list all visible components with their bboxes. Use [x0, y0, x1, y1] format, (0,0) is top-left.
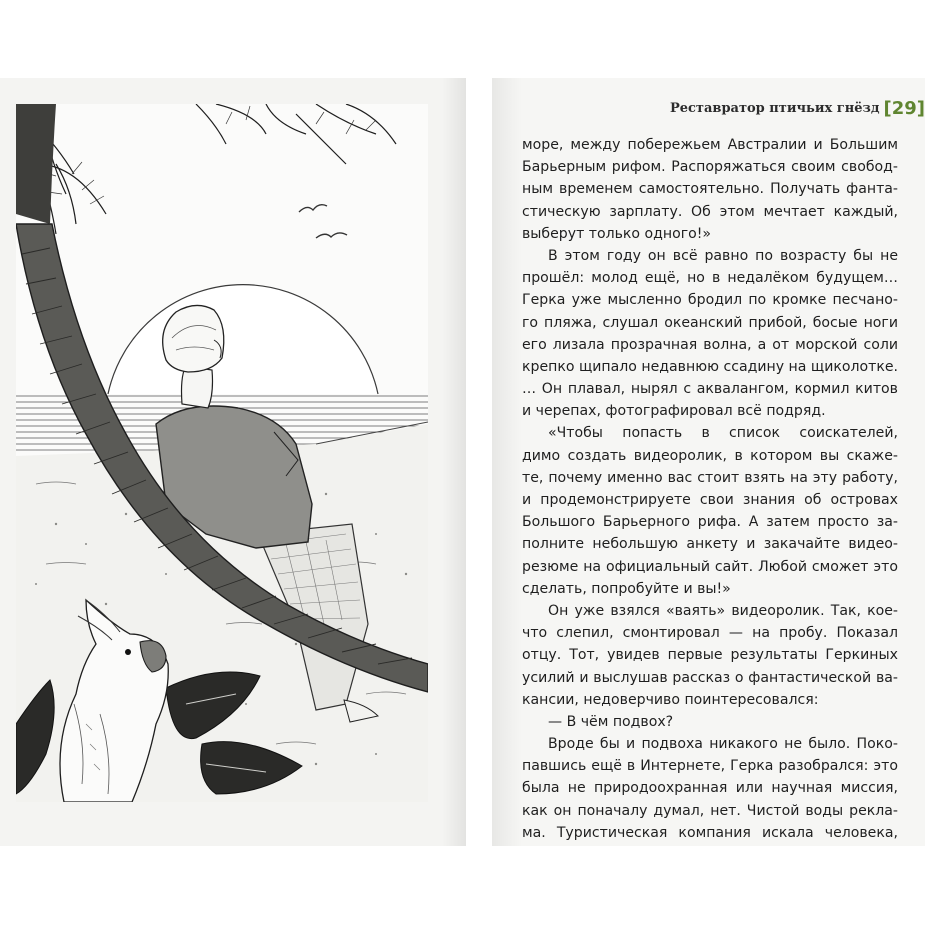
running-head [669, 96, 925, 120]
text-line: выберут только одного!» [522, 225, 712, 242]
text-line: ным временем самостоятельно. Получать фанта- [522, 181, 898, 198]
text-line: … Он плавал, нырял с аквалангом, кормил китов [522, 381, 898, 398]
illustration [16, 104, 428, 802]
seagull-icon [299, 205, 347, 238]
text-line: кансии, недоверчиво поинтересовался: [522, 691, 819, 708]
text-line: го пляжа, слушал океанский прибой, босые ноги [522, 314, 898, 331]
text-line: Он уже взялся «ваять» видеоролик. Так, кое- [548, 602, 898, 619]
text-line: стическую зарплату. Об этом мечтает каждый, [522, 203, 898, 220]
text-line: как он поначалу думал, нет. Чистой воды рекла- [522, 802, 898, 819]
gutter-shadow [492, 78, 522, 846]
text-line: усилий и выслушав рассказ о фантастической ва- [522, 669, 898, 686]
text-line: море, между побережьем Австралии и Большим [522, 137, 898, 153]
text-line: и продемонстрируете свои знания об островах [522, 492, 898, 508]
text-line: полните небольшую анкету и закачайте видео- [522, 536, 898, 553]
text-line: Большого Барьерного рифа. А затем просто за- [522, 514, 898, 531]
text-line: димо создать видеоролик, в котором вы скаже- [522, 447, 898, 464]
text-line: отцу. Тот, увидев первые результаты Геркиных [522, 647, 898, 664]
illustration-drawing [16, 104, 428, 802]
text-line: и черепах, фотографировал всё подряд. [522, 403, 826, 420]
text-line: те, почему именно вас стоит взять на эту работу, [522, 469, 898, 486]
gutter-shadow [442, 78, 466, 846]
running-title: Реставратор птичьих гнёзд [669, 100, 880, 116]
text-line: прошёл: молод ещё, но в недалёком будущем… [522, 270, 898, 287]
sun-icon [108, 285, 378, 394]
page-number: [29] [883, 97, 925, 119]
text-line: Вроде бы и подвоха никакого не было. Поко- [548, 736, 898, 753]
text-line: — В чём подвох? [548, 713, 674, 730]
text-line: В этом году он всё равно по возрасту бы не [548, 247, 898, 264]
text-line: что слепил, смонтировал — на пробу. Показал [522, 625, 898, 642]
text-line: «Чтобы попасть в список соискателей, [548, 425, 898, 442]
body-text [522, 134, 898, 844]
text-line: павшись ещё в Интернете, Герка разобрался: это [522, 758, 898, 775]
text-line: ма. Туристическая компания искала человека, [522, 824, 898, 841]
text-line: крепко щипало недавнюю ссадину на щиколотке. [522, 358, 898, 375]
text-line: была не природоохранная или научная миссия, [522, 780, 898, 797]
text-line: Герка уже мысленно бродил по кромке песчано- [522, 292, 898, 309]
text-line: сделать, попробуйте и вы!» [522, 580, 731, 597]
text-line: Барьерным рифом. Распоряжаться своим свобод- [522, 159, 898, 176]
text-line: резюме на официальный сайт. Любой сможет это [522, 558, 898, 575]
text-line: его лизала прозрачная волна, а от морской соли [522, 336, 898, 353]
